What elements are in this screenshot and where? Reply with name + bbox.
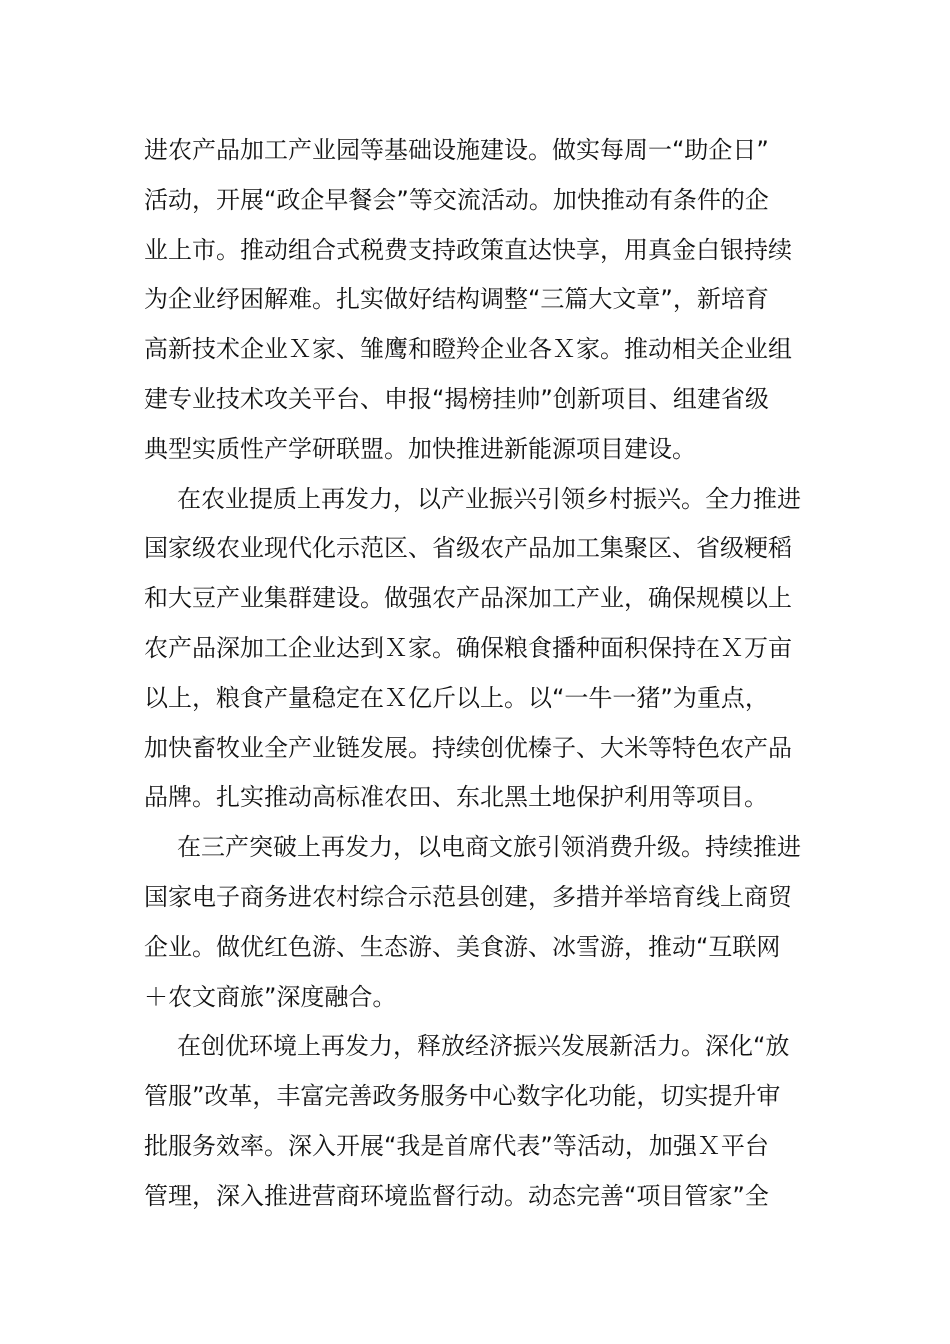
- text-line: 以上，粮食产量稳定在Ｘ亿斤以上。以“一牛一猪”为重点，: [144, 683, 769, 712]
- text-line: 管服”改革，丰富完善政务服务中心数字化功能，切实提升审: [144, 1082, 781, 1111]
- text-line: 典型实质性产学研联盟。加快推进新能源项目建设。: [144, 434, 696, 463]
- paragraph-agriculture: [144, 475, 808, 824]
- text-line: 在三产突破上再发力，以电商文旅引领消费升级。持续推进: [177, 833, 801, 862]
- text-line: 和大豆产业集群建设。做强农产品深加工产业，确保规模以上: [144, 584, 792, 613]
- paragraph-environment: [144, 1022, 808, 1221]
- text-line: ＋农文商旅”深度融合。: [144, 982, 397, 1011]
- text-line: 建专业技术攻关平台、申报“揭榜挂帅”创新项目、组建省级: [144, 384, 769, 413]
- text-line: 企业。做优红色游、生态游、美食游、冰雪游，推动“互联网: [144, 932, 781, 961]
- text-line: 高新技术企业Ｘ家、雏鹰和瞪羚企业各Ｘ家。推动相关企业组: [144, 335, 792, 364]
- text-line: 农产品深加工企业达到Ｘ家。确保粮食播种面积保持在Ｘ万亩: [144, 633, 792, 662]
- text-line: 管理，深入推进营商环境监督行动。动态完善“项目管家”全: [144, 1181, 769, 1210]
- text-line: 活动，开展“政企早餐会”等交流活动。加快推动有条件的企: [144, 185, 769, 214]
- text-line: 品牌。扎实推动高标准农田、东北黑土地保护利用等项目。: [144, 783, 768, 812]
- text-line: 为企业纾困解难。扎实做好结构调整“三篇大文章”，新培育: [144, 285, 769, 314]
- paragraph-enterprise: [144, 126, 808, 475]
- text-line: 批服务效率。深入开展“我是首席代表”等活动，加强Ｘ平台: [144, 1131, 769, 1160]
- text-line: 业上市。推动组合式税费支持政策直达快享，用真金白银持续: [144, 235, 792, 264]
- paragraph-tertiary-industry: [144, 823, 808, 1022]
- text-line: 国家级农业现代化示范区、省级农产品加工集聚区、省级粳稻: [144, 534, 792, 563]
- text-line: 国家电子商务进农村综合示范县创建，多措并举培育线上商贸: [144, 882, 792, 911]
- text-line: 进农产品加工产业园等基础设施建设。做实每周一“助企日”: [144, 136, 769, 164]
- text-line: 在创优环境上再发力，释放经济振兴发展新活力。深化“放: [177, 1032, 790, 1061]
- document-body: [144, 126, 808, 1222]
- text-line: 在农业提质上再发力，以产业振兴引领乡村振兴。全力推进: [177, 484, 801, 513]
- text-line: 加快畜牧业全产业链发展。持续创优榛子、大米等特色农产品: [144, 733, 792, 762]
